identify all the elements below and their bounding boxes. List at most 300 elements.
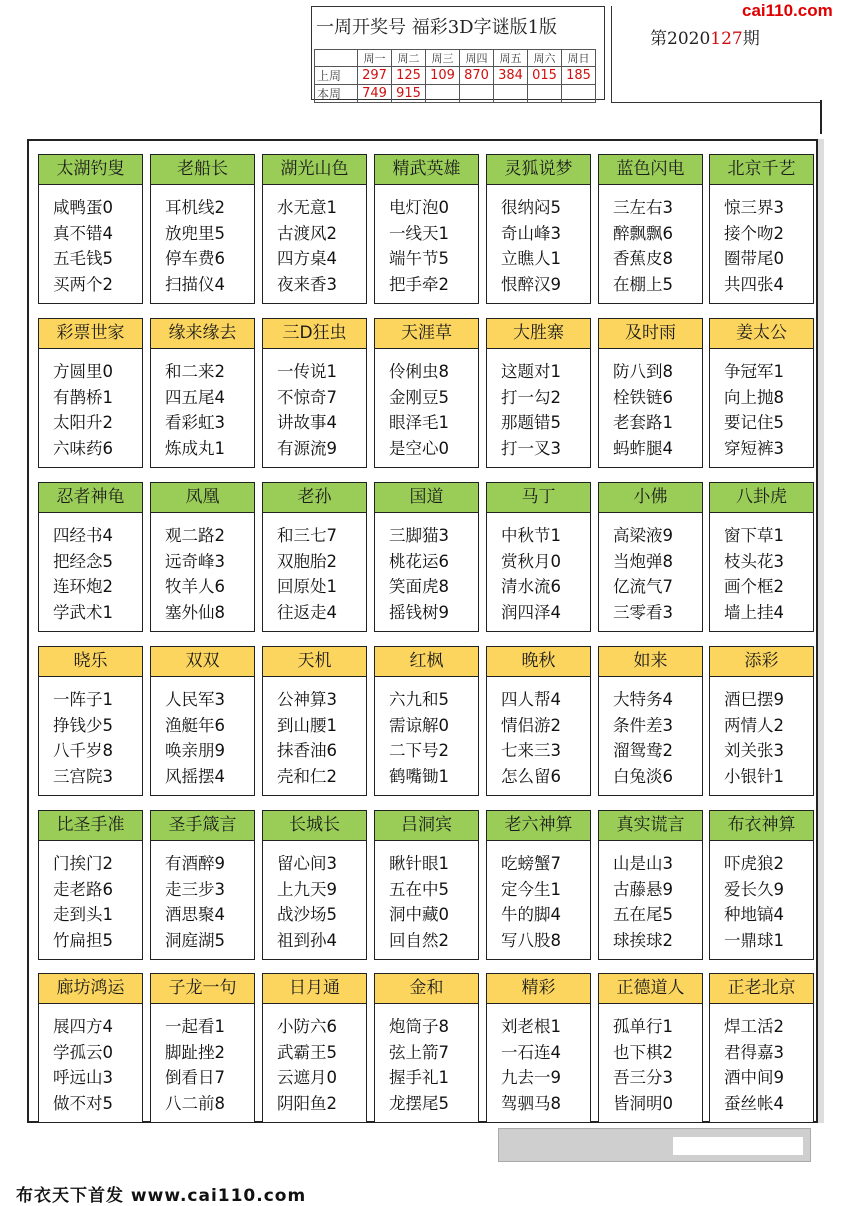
riddle-author: 金和: [375, 974, 478, 1004]
riddle-line: 四五尾4: [165, 387, 225, 407]
riddle-line: 五在尾5: [613, 905, 673, 924]
riddle-line: 看彩虹3: [165, 413, 225, 432]
riddle-line: 情侣游2: [501, 715, 561, 735]
weekday-label: 周二: [392, 50, 426, 67]
riddle-line: 洞中藏0: [389, 905, 449, 924]
riddle-lines: [151, 513, 254, 625]
draw-number-cell: 109: [426, 67, 460, 85]
riddle-line: 远奇峰3: [165, 551, 225, 571]
riddle-line: 呼远山3: [53, 1068, 113, 1087]
riddle-line: 润四泽4: [501, 602, 561, 622]
riddle-author: 圣手箴言: [151, 811, 254, 841]
riddle-line: 三左右3: [613, 198, 673, 217]
draw-number-cell: [426, 85, 460, 103]
riddle-line: 四经书4: [53, 526, 113, 545]
riddle-author: 天机: [263, 647, 366, 677]
riddle-line: 洞庭湖5: [165, 930, 225, 950]
riddle-author: 真实谎言: [599, 811, 702, 841]
riddle-lines: [263, 1004, 366, 1116]
riddle-line: 也下棋2: [613, 1042, 673, 1062]
riddle-lines: [39, 841, 142, 953]
riddle-card: [486, 482, 591, 632]
riddle-author: 红枫: [375, 647, 478, 677]
riddle-line: 回原处1: [277, 577, 337, 596]
riddle-line: 龙摆尾5: [389, 1093, 449, 1113]
riddle-line: 画个框2: [724, 577, 784, 596]
riddle-line: 两情人2: [724, 715, 784, 735]
riddle-lines: [599, 513, 702, 625]
draw-number-cell: 749: [358, 85, 392, 103]
riddle-line: 酒中间9: [724, 1068, 784, 1087]
riddle-card: [709, 810, 814, 960]
riddle-line: 风摇摆4: [165, 766, 225, 786]
riddle-line: 三零看3: [613, 602, 673, 622]
footer-source: 布衣天下首发 www.cai110.com: [16, 1186, 307, 1206]
riddle-lines: [599, 1004, 702, 1116]
riddle-author: 正老北京: [710, 974, 813, 1004]
riddle-line: 防八到8: [613, 362, 673, 381]
riddle-card: [150, 154, 255, 304]
issue-suffix: 期: [742, 29, 760, 49]
riddle-lines: [151, 185, 254, 297]
riddle-author: 日月通: [263, 974, 366, 1004]
riddle-card: [486, 646, 591, 796]
riddle-line: 瞅针眼1: [389, 854, 449, 873]
riddle-card: [374, 973, 479, 1123]
riddle-line: 扫描仪4: [165, 274, 225, 294]
riddle-lines: [599, 677, 702, 789]
riddle-card: [486, 318, 591, 468]
riddle-line: 小防六6: [277, 1017, 337, 1036]
riddle-line: 到山腰1: [277, 715, 337, 735]
draw-number-cell: 125: [392, 67, 426, 85]
riddle-lines: [39, 349, 142, 461]
riddle-line: 三脚猫3: [389, 526, 449, 545]
riddle-lines: [375, 677, 478, 789]
riddle-author: 忍者神龟: [39, 483, 142, 513]
riddle-card: [709, 318, 814, 468]
riddle-line: 壳和仁2: [277, 766, 337, 786]
riddle-line: 走三步3: [165, 879, 225, 899]
riddle-card: [598, 646, 703, 796]
riddle-card: [150, 973, 255, 1123]
riddle-author: 八卦虎: [710, 483, 813, 513]
riddle-line: 打一勾2: [501, 387, 561, 407]
draw-number-cell: 185: [562, 67, 596, 85]
riddle-line: 七来三3: [501, 741, 561, 760]
riddle-author: 国道: [375, 483, 478, 513]
riddle-line: 当炮弹8: [613, 551, 673, 571]
riddle-line: 那题错5: [501, 413, 561, 432]
riddle-line: 六九和5: [389, 690, 449, 709]
riddle-author: 长城长: [263, 811, 366, 841]
riddle-lines: [151, 841, 254, 953]
riddle-line: 大特务4: [613, 690, 673, 709]
riddle-author: 如来: [599, 647, 702, 677]
riddle-line: 武霸王5: [277, 1042, 337, 1062]
blank-corner: [315, 50, 358, 67]
riddle-author: 蓝色闪电: [599, 155, 702, 185]
weekday-label: 周四: [460, 50, 494, 67]
riddle-line: 穿短裤3: [724, 438, 784, 458]
riddle-lines: [39, 513, 142, 625]
riddle-line: 买两个2: [53, 274, 113, 294]
riddle-lines: [263, 677, 366, 789]
riddle-lines: [39, 677, 142, 789]
riddle-author: 三D狂虫: [263, 319, 366, 349]
riddle-line: 走到头1: [53, 905, 113, 924]
riddle-line: 公神算3: [277, 690, 337, 709]
riddle-line: 小银针1: [724, 766, 784, 786]
riddle-author: 精武英雄: [375, 155, 478, 185]
riddle-line: 展四方4: [53, 1017, 113, 1036]
riddle-line: 刘关张3: [724, 741, 784, 760]
riddle-line: 牛的脚4: [501, 905, 561, 924]
riddle-line: 孤单行1: [613, 1017, 673, 1036]
riddle-line: 四方桌4: [277, 249, 337, 268]
riddle-author: 北京千艺: [710, 155, 813, 185]
draw-number-cell: 297: [358, 67, 392, 85]
riddle-line: 山是山3: [613, 854, 673, 873]
riddle-line: 和二来2: [165, 362, 225, 381]
riddle-line: 向上抛8: [724, 387, 784, 407]
riddle-line: 夜来香3: [277, 274, 337, 294]
riddle-line: 很纳闷5: [501, 198, 561, 217]
riddle-author: 子龙一句: [151, 974, 254, 1004]
this-week-row: [315, 85, 596, 103]
riddle-line: 溜鸳鸯2: [613, 741, 673, 760]
riddle-lines: [487, 1004, 590, 1116]
riddle-card: [374, 646, 479, 796]
riddle-line: 八千岁8: [53, 741, 113, 760]
riddle-line: 有源流9: [277, 438, 337, 458]
riddle-line: 栓铁链6: [613, 387, 673, 407]
row-label: 本周: [315, 85, 358, 103]
riddle-author: 老孙: [263, 483, 366, 513]
riddle-line: 五在中5: [389, 879, 449, 899]
riddle-line: 赏秋月0: [501, 551, 561, 571]
riddle-line: 双胞胎2: [277, 551, 337, 571]
riddle-card: [598, 154, 703, 304]
riddle-card: [38, 646, 143, 796]
weekly-draw-panel: [311, 6, 605, 100]
riddle-line: 吓虎狼2: [724, 854, 784, 873]
draw-number-cell: [460, 85, 494, 103]
riddle-card: [598, 810, 703, 960]
riddle-line: 连环炮2: [53, 577, 113, 596]
riddle-line: 四人帮4: [501, 690, 561, 709]
riddle-author: 老六神算: [487, 811, 590, 841]
riddle-line: 不惊奇7: [277, 387, 337, 407]
riddle-line: 一传说1: [277, 362, 337, 381]
riddle-line: 停车费6: [165, 249, 225, 268]
riddle-line: 九去一9: [501, 1068, 561, 1087]
riddle-author: 太湖钓叟: [39, 155, 142, 185]
draw-number-cell: 015: [528, 67, 562, 85]
riddle-lines: [263, 841, 366, 953]
issue-number-value: 127: [710, 29, 743, 49]
riddle-line: 摇钱树9: [389, 602, 449, 622]
riddle-line: 放兜里5: [165, 223, 225, 243]
riddle-line: 学孤云0: [53, 1042, 113, 1062]
weekday-label: 周一: [358, 50, 392, 67]
riddle-line: 炼成丸1: [165, 438, 225, 458]
riddle-line: 端午节5: [389, 249, 449, 268]
riddle-line: 香蕉皮8: [613, 249, 673, 268]
riddle-lines: [375, 513, 478, 625]
draw-number-cell: 915: [392, 85, 426, 103]
riddle-line: 留心间3: [277, 854, 337, 873]
riddle-line: 古渡风2: [277, 223, 337, 243]
riddle-line: 脚趾挫2: [165, 1042, 225, 1062]
riddle-lines: [599, 841, 702, 953]
riddle-line: 咸鸭蛋0: [53, 198, 113, 217]
riddle-line: 焊工活2: [724, 1017, 784, 1036]
riddle-line: 君得嘉3: [724, 1042, 784, 1062]
riddle-line: 白兔淡6: [613, 766, 673, 786]
weekday-label: 周三: [426, 50, 460, 67]
riddle-line: 人民军3: [165, 690, 225, 709]
riddle-line: 刘老根1: [501, 1017, 561, 1036]
riddle-line: 战沙场5: [277, 905, 337, 924]
riddle-author: 比圣手准: [39, 811, 142, 841]
riddle-card: [38, 154, 143, 304]
riddle-author: 布衣神算: [710, 811, 813, 841]
weekday-label: 周五: [494, 50, 528, 67]
riddle-author: 廊坊鸿运: [39, 974, 142, 1004]
riddle-line: 把手牵2: [389, 274, 449, 294]
riddle-lines: [151, 677, 254, 789]
riddle-line: 接个吻2: [724, 223, 784, 243]
riddle-line: 上九天9: [277, 879, 337, 899]
frame-shadow: [818, 139, 824, 1123]
riddle-line: 牧羊人6: [165, 577, 225, 596]
riddle-card: [262, 810, 367, 960]
riddle-lines: [487, 677, 590, 789]
riddle-line: 奇山峰3: [501, 223, 561, 243]
riddle-card: [598, 482, 703, 632]
riddle-line: 酒思聚4: [165, 905, 225, 924]
riddle-author: 双双: [151, 647, 254, 677]
riddle-grid: [27, 139, 818, 1123]
issue-prefix: 第2020: [650, 29, 711, 49]
riddle-card: [709, 973, 814, 1123]
riddle-line: 吾三分3: [613, 1068, 673, 1087]
riddle-author: 缘来缘去: [151, 319, 254, 349]
riddle-card: [150, 318, 255, 468]
riddle-author: 小佛: [599, 483, 702, 513]
riddle-line: 惊三界3: [724, 198, 784, 217]
riddle-author: 添彩: [710, 647, 813, 677]
riddle-lines: [263, 349, 366, 461]
riddle-line: 笑面虎8: [389, 577, 449, 596]
riddle-line: 阴阳鱼2: [277, 1093, 337, 1113]
riddle-lines: [710, 185, 813, 297]
riddle-line: 三宫院3: [53, 766, 113, 786]
riddle-author: 凤凰: [151, 483, 254, 513]
riddle-line: 挣钱少5: [53, 715, 113, 735]
riddle-line: 鹤嘴锄1: [389, 766, 449, 786]
riddle-card: [598, 973, 703, 1123]
riddle-line: 要记住5: [724, 413, 784, 432]
riddle-line: 水无意1: [277, 198, 337, 217]
riddle-line: 五毛钱5: [53, 249, 113, 268]
riddle-line: 塞外仙8: [165, 602, 225, 622]
riddle-line: 云遮月0: [277, 1068, 337, 1087]
gray-strip: [498, 1128, 811, 1162]
riddle-line: 弦上箭7: [389, 1042, 449, 1062]
riddle-line: 唤亲朋9: [165, 741, 225, 760]
riddle-line: 打一叉3: [501, 438, 561, 458]
riddle-line: 窗下草1: [724, 526, 784, 545]
riddle-card: [486, 810, 591, 960]
riddle-lines: [487, 349, 590, 461]
riddle-card: [38, 810, 143, 960]
riddle-line: 吃螃蟹7: [501, 854, 561, 873]
riddle-line: 争冠军1: [724, 362, 784, 381]
riddle-line: 眼泽毛1: [389, 413, 449, 432]
riddle-line: 门挨门2: [53, 854, 113, 873]
gray-strip-window: [673, 1137, 803, 1155]
riddle-line: 怎么留6: [501, 766, 561, 786]
riddle-line: 回自然2: [389, 930, 449, 950]
riddle-author: 精彩: [487, 974, 590, 1004]
riddle-card: [709, 482, 814, 632]
riddle-author: 姜太公: [710, 319, 813, 349]
riddle-card: [374, 482, 479, 632]
riddle-line: 观二路2: [165, 526, 225, 545]
riddle-line: 真不错4: [53, 223, 113, 243]
riddle-line: 一线天1: [389, 223, 449, 243]
riddle-author: 大胜寨: [487, 319, 590, 349]
riddle-author: 及时雨: [599, 319, 702, 349]
riddle-line: 学武术1: [53, 602, 113, 622]
riddle-line: 伶俐虫8: [389, 362, 449, 381]
riddle-line: 二下号2: [389, 741, 449, 760]
riddle-author: 老船长: [151, 155, 254, 185]
riddle-author: 灵狐说梦: [487, 155, 590, 185]
riddle-line: 握手礼1: [389, 1068, 449, 1087]
riddle-line: 酒巳摆9: [724, 690, 784, 709]
riddle-card: [374, 154, 479, 304]
riddle-author: 吕洞宾: [375, 811, 478, 841]
riddle-card: [262, 154, 367, 304]
riddle-line: 有鹊桥1: [53, 387, 113, 407]
riddle-card: [486, 973, 591, 1123]
riddle-line: 高梁液9: [613, 526, 673, 545]
draw-number-cell: 384: [494, 67, 528, 85]
weekday-header-row: [315, 50, 596, 67]
riddle-lines: [487, 185, 590, 297]
riddle-line: 这题对1: [501, 362, 561, 381]
riddle-card: [374, 810, 479, 960]
riddle-line: 炮筒子8: [389, 1017, 449, 1036]
riddle-line: 桃花运6: [389, 551, 449, 571]
riddle-line: 电灯泡0: [389, 198, 449, 217]
riddle-card: [262, 318, 367, 468]
riddle-author: 晓乐: [39, 647, 142, 677]
riddle-author: 正德道人: [599, 974, 702, 1004]
divider: [820, 100, 822, 134]
riddle-lines: [375, 185, 478, 297]
riddle-line: 往返走4: [277, 602, 337, 622]
weekly-draw-table: [314, 49, 596, 103]
riddle-lines: [710, 841, 813, 953]
riddle-lines: [151, 1004, 254, 1116]
weekday-label: 周日: [562, 50, 596, 67]
riddle-line: 老套路1: [613, 413, 673, 432]
riddle-line: 走老路6: [53, 879, 113, 899]
riddle-line: 八二前8: [165, 1093, 225, 1113]
riddle-lines: [39, 1004, 142, 1116]
riddle-card: [38, 482, 143, 632]
riddle-lines: [710, 349, 813, 461]
draw-number-cell: 870: [460, 67, 494, 85]
riddle-line: 蚂蚱腿4: [613, 438, 673, 458]
riddle-card: [598, 318, 703, 468]
riddle-author: 马丁: [487, 483, 590, 513]
riddle-lines: [487, 841, 590, 953]
riddle-lines: [375, 1004, 478, 1116]
riddle-author: 彩票世家: [39, 319, 142, 349]
riddle-line: 中秋节1: [501, 526, 561, 545]
riddle-line: 亿流气7: [613, 577, 673, 596]
riddle-line: 在棚上5: [613, 274, 673, 294]
riddle-line: 一起看1: [165, 1017, 225, 1036]
riddle-card: [150, 810, 255, 960]
riddle-line: 祖到孙4: [277, 930, 337, 950]
riddle-line: 条件差3: [613, 715, 673, 735]
site-logo-text[interactable]: cai110.com: [742, 1, 833, 20]
riddle-card: [374, 318, 479, 468]
page-title: 一周开奖号 福彩3D字谜版1版: [316, 17, 558, 38]
riddle-lines: [151, 349, 254, 461]
riddle-line: 醉飘飘6: [613, 223, 673, 243]
riddle-line: 和三七7: [277, 526, 337, 545]
draw-number-cell: [494, 85, 528, 103]
riddle-line: 金刚豆5: [389, 387, 449, 407]
riddle-line: 有酒醉9: [165, 854, 225, 873]
riddle-line: 讲故事4: [277, 413, 337, 432]
riddle-line: 抹香油6: [277, 741, 337, 760]
riddle-line: 清水流6: [501, 577, 561, 596]
riddle-line: 立瞧人1: [501, 249, 561, 268]
riddle-card: [150, 482, 255, 632]
riddle-line: 把经念5: [53, 551, 113, 571]
riddle-line: 墙上挂4: [724, 602, 784, 622]
riddle-line: 圈带尾0: [724, 249, 784, 268]
riddle-line: 写八股8: [501, 930, 561, 950]
riddle-line: 古藤悬9: [613, 879, 673, 899]
riddle-line: 驾驷马8: [501, 1093, 561, 1113]
row-label: 上周: [315, 67, 358, 85]
riddle-line: 做不对5: [53, 1093, 113, 1113]
riddle-author: 湖光山色: [263, 155, 366, 185]
riddle-lines: [39, 185, 142, 297]
draw-number-cell: [562, 85, 596, 103]
riddle-line: 皆洞明0: [613, 1093, 673, 1113]
riddle-line: 竹扁担5: [53, 930, 113, 950]
riddle-line: 一阵子1: [53, 690, 113, 709]
riddle-card: [486, 154, 591, 304]
riddle-line: 太阳升2: [53, 413, 113, 432]
riddle-line: 一石连4: [501, 1042, 561, 1062]
riddle-card: [262, 973, 367, 1123]
riddle-author: 晚秋: [487, 647, 590, 677]
riddle-lines: [487, 513, 590, 625]
weekday-label: 周六: [528, 50, 562, 67]
riddle-line: 耳机线2: [165, 198, 225, 217]
